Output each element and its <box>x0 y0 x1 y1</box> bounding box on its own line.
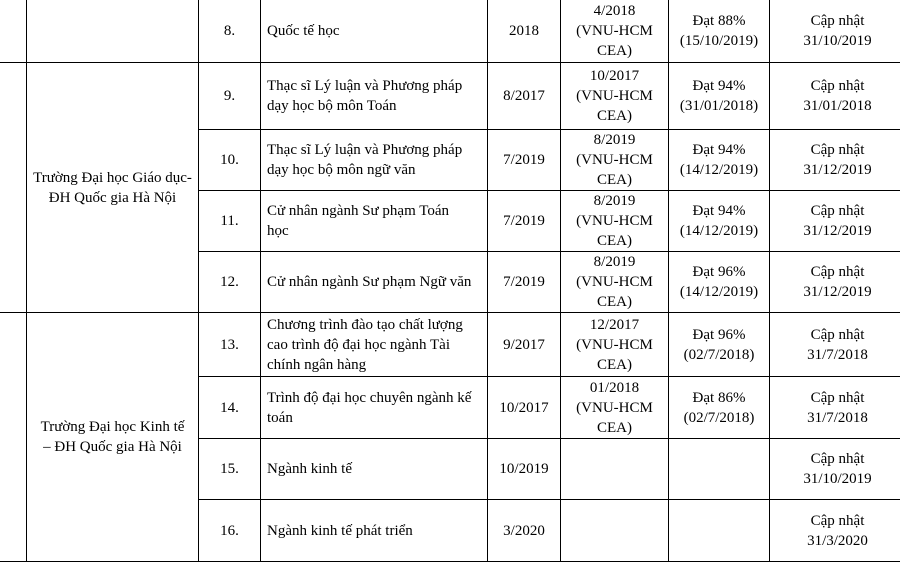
program-line: Cử nhân ngành Sư phạm Ngữ văn <box>267 272 483 292</box>
accreditation-cell <box>561 377 669 439</box>
school-name-line: Trường Đại học Kinh tế <box>31 417 194 437</box>
program-line: Chương trình đào tạo chất lượng <box>267 315 483 335</box>
update-line: 31/01/2018 <box>774 96 900 116</box>
update-cell <box>770 377 900 439</box>
accreditation-line: CEA) <box>565 418 664 438</box>
school-cell <box>27 313 199 562</box>
accreditation-line: (VNU-HCM <box>565 211 664 231</box>
program-line: Ngành kinh tế <box>267 459 483 479</box>
update-line: 31/7/2018 <box>774 408 900 428</box>
result-cell <box>669 439 770 500</box>
school-cell <box>27 63 199 313</box>
stt-cell: 10. <box>199 130 261 191</box>
result-line: Đạt 86% <box>673 388 765 408</box>
result-line: (02/7/2018) <box>673 408 765 428</box>
result-line: Đạt 94% <box>673 76 765 96</box>
accreditation-line: CEA) <box>565 41 664 61</box>
update-line: Cập nhật <box>774 201 900 221</box>
accreditation-cell <box>561 0 669 63</box>
accreditation-line: CEA) <box>565 292 664 312</box>
accreditation-cell <box>561 252 669 313</box>
stt-cell: 16. <box>199 500 261 562</box>
date-cell: 8/2017 <box>488 63 561 130</box>
program-cell <box>261 500 488 562</box>
accreditation-line: 8/2019 <box>565 191 664 211</box>
accreditation-line: (VNU-HCM <box>565 272 664 292</box>
program-line: toán <box>267 408 483 428</box>
result-line: Đạt 88% <box>673 11 765 31</box>
program-line: Quốc tế học <box>267 21 483 41</box>
stt-cell: 14. <box>199 377 261 439</box>
accreditation-line: 4/2018 <box>565 1 664 21</box>
update-cell <box>770 439 900 500</box>
date-cell: 7/2019 <box>488 252 561 313</box>
program-cell <box>261 377 488 439</box>
result-cell <box>669 252 770 313</box>
school-name-line: Trường Đại học Giáo dục- <box>31 168 194 188</box>
date-cell: 7/2019 <box>488 130 561 191</box>
accreditation-line: CEA) <box>565 355 664 375</box>
date-cell: 9/2017 <box>488 313 561 377</box>
result-line: Đạt 94% <box>673 140 765 160</box>
stt-cell: 15. <box>199 439 261 500</box>
accreditation-line: (VNU-HCM <box>565 335 664 355</box>
program-cell <box>261 313 488 377</box>
stt-cell: 12. <box>199 252 261 313</box>
update-cell <box>770 191 900 252</box>
update-line: 31/3/2020 <box>774 531 900 551</box>
school-name-line: – ĐH Quốc gia Hà Nội <box>31 437 194 457</box>
date-cell: 2018 <box>488 0 561 63</box>
table-row <box>0 0 900 63</box>
stt-cell: 8. <box>199 0 261 63</box>
accreditation-cell <box>561 313 669 377</box>
program-line: Thạc sĩ Lý luận và Phương pháp <box>267 76 483 96</box>
accreditation-line: CEA) <box>565 170 664 190</box>
date-cell: 3/2020 <box>488 500 561 562</box>
program-line: chính ngân hàng <box>267 355 483 375</box>
result-cell <box>669 313 770 377</box>
update-cell <box>770 500 900 562</box>
accreditation-line: CEA) <box>565 106 664 126</box>
accreditation-line: (VNU-HCM <box>565 398 664 418</box>
accreditation-cell <box>561 63 669 130</box>
update-line: 31/10/2019 <box>774 31 900 51</box>
group-index-cell <box>0 0 27 63</box>
result-line: (02/7/2018) <box>673 345 765 365</box>
result-cell <box>669 130 770 191</box>
accreditation-line: 01/2018 <box>565 378 664 398</box>
result-line: Đạt 96% <box>673 325 765 345</box>
accreditation-line: CEA) <box>565 231 664 251</box>
result-line: (14/12/2019) <box>673 160 765 180</box>
accreditation-line: (VNU-HCM <box>565 86 664 106</box>
accreditation-line: (VNU-HCM <box>565 150 664 170</box>
stt-cell: 9. <box>199 63 261 130</box>
group-index-cell <box>0 63 27 313</box>
program-line: Trình độ đại học chuyên ngành kế <box>267 388 483 408</box>
table-row <box>0 63 900 130</box>
program-cell <box>261 130 488 191</box>
accreditation-cell <box>561 439 669 500</box>
stt-cell: 11. <box>199 191 261 252</box>
program-line: cao trình độ đại học ngành Tài <box>267 335 483 355</box>
date-cell: 10/2017 <box>488 377 561 439</box>
table-row <box>0 313 900 377</box>
update-line: Cập nhật <box>774 140 900 160</box>
result-cell <box>669 0 770 63</box>
program-line: Ngành kinh tế phát triển <box>267 521 483 541</box>
update-line: 31/12/2019 <box>774 160 900 180</box>
accreditation-line: (VNU-HCM <box>565 21 664 41</box>
school-cell <box>27 0 199 63</box>
group-index-cell <box>0 313 27 562</box>
update-line: Cập nhật <box>774 11 900 31</box>
program-cell <box>261 191 488 252</box>
accreditation-line: 12/2017 <box>565 315 664 335</box>
update-line: Cập nhật <box>774 325 900 345</box>
update-line: 31/7/2018 <box>774 345 900 365</box>
program-line: Thạc sĩ Lý luận và Phương pháp <box>267 140 483 160</box>
result-line: (14/12/2019) <box>673 282 765 302</box>
update-line: Cập nhật <box>774 388 900 408</box>
program-line: học <box>267 221 483 241</box>
program-line: Cử nhân ngành Sư phạm Toán <box>267 201 483 221</box>
result-line: (14/12/2019) <box>673 221 765 241</box>
update-line: 31/12/2019 <box>774 221 900 241</box>
update-line: Cập nhật <box>774 449 900 469</box>
update-cell <box>770 130 900 191</box>
accreditation-line: 8/2019 <box>565 252 664 272</box>
result-cell <box>669 191 770 252</box>
date-cell: 7/2019 <box>488 191 561 252</box>
result-line: Đạt 96% <box>673 262 765 282</box>
accreditation-line: 10/2017 <box>565 66 664 86</box>
result-line: (15/10/2019) <box>673 31 765 51</box>
accreditation-cell <box>561 191 669 252</box>
update-line: Cập nhật <box>774 511 900 531</box>
update-line: 31/12/2019 <box>774 282 900 302</box>
program-cell <box>261 252 488 313</box>
accreditation-cell <box>561 500 669 562</box>
program-line: dạy học bộ môn Toán <box>267 96 483 116</box>
update-line: Cập nhật <box>774 262 900 282</box>
update-cell <box>770 63 900 130</box>
update-cell <box>770 0 900 63</box>
update-cell <box>770 313 900 377</box>
update-cell <box>770 252 900 313</box>
program-line: dạy học bộ môn ngữ văn <box>267 160 483 180</box>
update-line: 31/10/2019 <box>774 469 900 489</box>
date-cell: 10/2019 <box>488 439 561 500</box>
stt-cell: 13. <box>199 313 261 377</box>
result-line: (31/01/2018) <box>673 96 765 116</box>
school-name-line: ĐH Quốc gia Hà Nội <box>31 188 194 208</box>
program-cell <box>261 63 488 130</box>
update-line: Cập nhật <box>774 76 900 96</box>
program-cell <box>261 439 488 500</box>
program-cell <box>261 0 488 63</box>
accreditation-line: 8/2019 <box>565 130 664 150</box>
result-cell <box>669 500 770 562</box>
result-line: Đạt 94% <box>673 201 765 221</box>
accreditation-cell <box>561 130 669 191</box>
result-cell <box>669 377 770 439</box>
result-cell <box>669 63 770 130</box>
